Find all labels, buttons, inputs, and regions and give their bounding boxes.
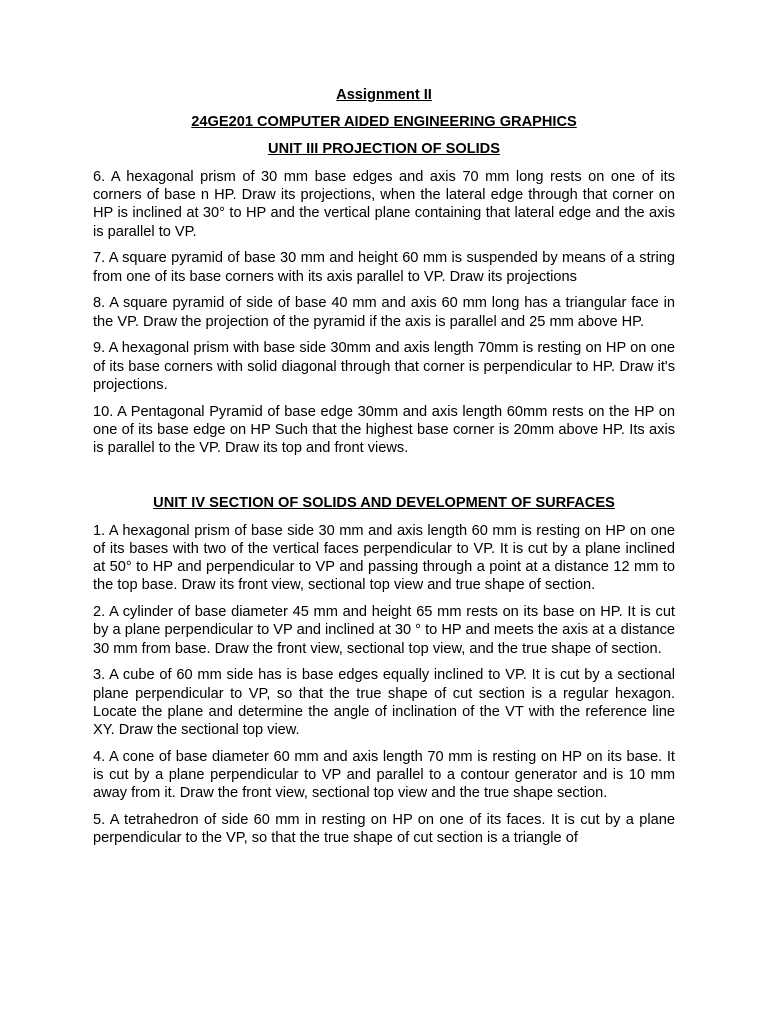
assignment-title: Assignment II <box>336 87 432 103</box>
question-8: 8. A square pyramid of side of base 40 mm and axis 60 mm long has a triangular face in the VP. Draw the projection of the pyramid if the axis is parallel and 25 mm above HP. <box>93 295 675 330</box>
unit4-question-1: 1. A hexagonal prism of base side 30 mm and axis length 60 mm is resting on HP on one of its bases with two of the vertical faces perpendicular to VP. It is cut by a plane inclined at 50° to HP and perpendicular to VP and passing through a point at a distance 12 mm to the top base. Draw its front view, sectional top view and true shape of section. <box>93 522 675 594</box>
unit4-question-3: 3. A cube of 60 mm side has is base edges equally inclined to VP. It is cut by a sectional plane perpendicular to VP, so that the true shape of cut section is a regular hexagon. Locate the plane and determine the angle of inclination of the VT with the reference line XY. Draw the sectional top view. <box>93 667 675 739</box>
unit4-question-2: 2. A cylinder of base diameter 45 mm and height 65 mm rests on its base on HP. It is cut by a plane perpendicular to VP and inclined at 30 ° to HP and meets the axis at a distance 30 mm from base. Draw the front view, sectional top view, and the true shape of section. <box>93 604 675 657</box>
course-title: 24GE201 COMPUTER AIDED ENGINEERING GRAPHICS <box>191 114 577 130</box>
unit3-heading: UNIT III PROJECTION OF SOLIDS <box>268 141 500 157</box>
question-10: 10. A Pentagonal Pyramid of base edge 30mm and axis length 60mm rests on the HP on one of its base edge on HP Such that the highest base corner is 20mm above HP. Its axis is parallel to the VP. Draw its top and front views. <box>93 403 675 457</box>
section-spacer <box>93 466 675 494</box>
unit4-question-4: 4. A cone of base diameter 60 mm and axis length 70 mm is resting on HP on its base. It is cut by a plane perpendicular to VP and parallel to a contour generator and is 10 mm away from it. Draw the front view, sectional top view and the true shape section. <box>93 748 675 802</box>
question-7: 7. A square pyramid of base 30 mm and height 60 mm is suspended by means of a string from one of its base corners with its axis parallel to VP. Draw its projections <box>93 250 675 285</box>
question-6: 6. A hexagonal prism of 30 mm base edges and axis 70 mm long rests on one of its corners of base n HP. Draw its projections, when the lateral edge through that corner on HP is inclined at 30° to HP and the vertical plane containing that lateral edge and the axis is parallel to VP. <box>93 169 675 240</box>
unit4-heading: UNIT IV SECTION OF SOLIDS AND DEVELOPMENT OF SURFACES <box>153 494 615 511</box>
unit4-question-5: 5. A tetrahedron of side 60 mm in resting on HP on one of its faces. It is cut by a plane perpendicular to the VP, so that the true shape of cut section is a triangle of <box>93 812 675 847</box>
document-page <box>93 86 675 856</box>
question-9: 9. A hexagonal prism with base side 30mm and axis length 70mm is resting on HP on one of its base corners with solid diagonal through that corner is perpendicular to HP. Draw it's projections. <box>93 340 675 393</box>
